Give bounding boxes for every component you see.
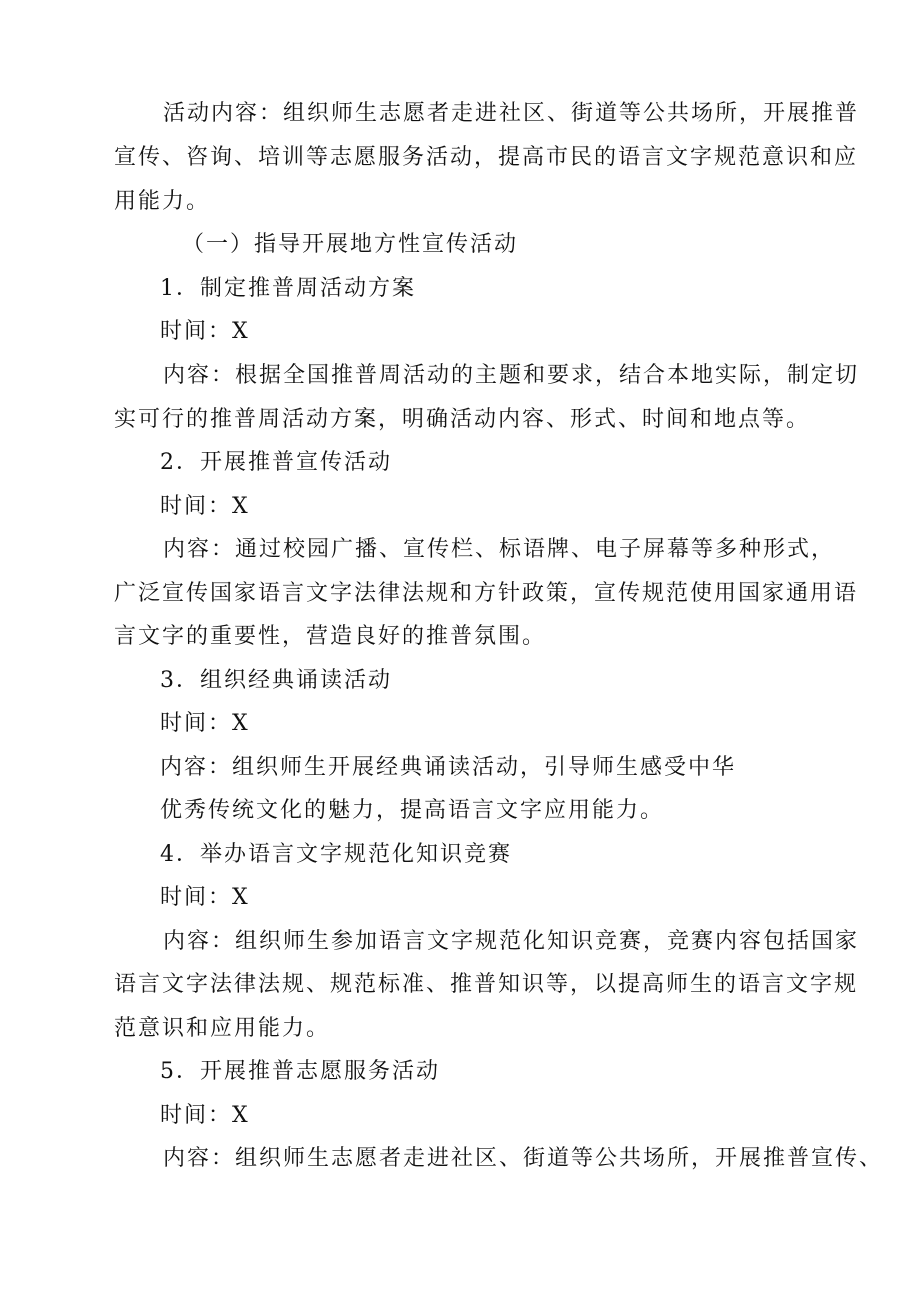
time-line: 时间：X <box>160 711 250 736</box>
paragraph-line: 内容：组织师生开展经典诵读活动，引导师生感受中华 <box>160 755 737 780</box>
paragraph-line: 广泛宣传国家语言文字法律法规和方针政策，宣传规范使用国家通用语 <box>114 581 859 606</box>
item-heading: 1．制定推普周活动方案 <box>160 276 416 301</box>
paragraph-line: 范意识和应用能力。 <box>114 1016 331 1041</box>
paragraph-line: 活动内容：组织师生志愿者走进社区、街道等公共场所，开展推普 <box>163 101 860 126</box>
paragraph-line: 内容：组织师生参加语言文字规范化知识竞赛，竞赛内容包括国家 <box>163 929 860 954</box>
item-heading: 2．开展推普宣传活动 <box>160 450 392 475</box>
paragraph-line: 宣传、咨询、培训等志愿服务活动，提高市民的语言文字规范意识和应 <box>114 145 859 170</box>
item-heading: 5．开展推普志愿服务活动 <box>160 1059 440 1084</box>
section-heading: （一）指导开展地方性宣传活动 <box>182 232 519 257</box>
paragraph-line: 言文字的重要性，营造良好的推普氛围。 <box>114 624 547 649</box>
time-line: 时间：X <box>160 494 250 519</box>
paragraph-line: 内容：组织师生志愿者走进社区、街道等公共场所，开展推普宣传、 <box>163 1146 884 1171</box>
paragraph-line: 内容：通过校园广播、宣传栏、标语牌、电子屏幕等多种形式， <box>163 537 836 562</box>
time-line: 时间：X <box>160 885 250 910</box>
paragraph-line: 用能力。 <box>114 189 211 214</box>
paragraph-line: 内容：根据全国推普周活动的主题和要求，结合本地实际，制定切 <box>163 363 860 388</box>
item-heading: 3．组织经典诵读活动 <box>160 668 392 693</box>
time-line: 时间：X <box>160 319 250 344</box>
paragraph-line: 语言文字法律法规、规范标准、推普知识等，以提高师生的语言文字规 <box>114 972 859 997</box>
item-heading: 4．举办语言文字规范化知识竞赛 <box>160 842 512 867</box>
paragraph-line: 实可行的推普周活动方案，明确活动内容、形式、时间和地点等。 <box>114 407 811 432</box>
paragraph-line: 优秀传统文化的魅力，提高语言文字应用能力。 <box>160 798 665 823</box>
time-line: 时间：X <box>160 1103 250 1128</box>
